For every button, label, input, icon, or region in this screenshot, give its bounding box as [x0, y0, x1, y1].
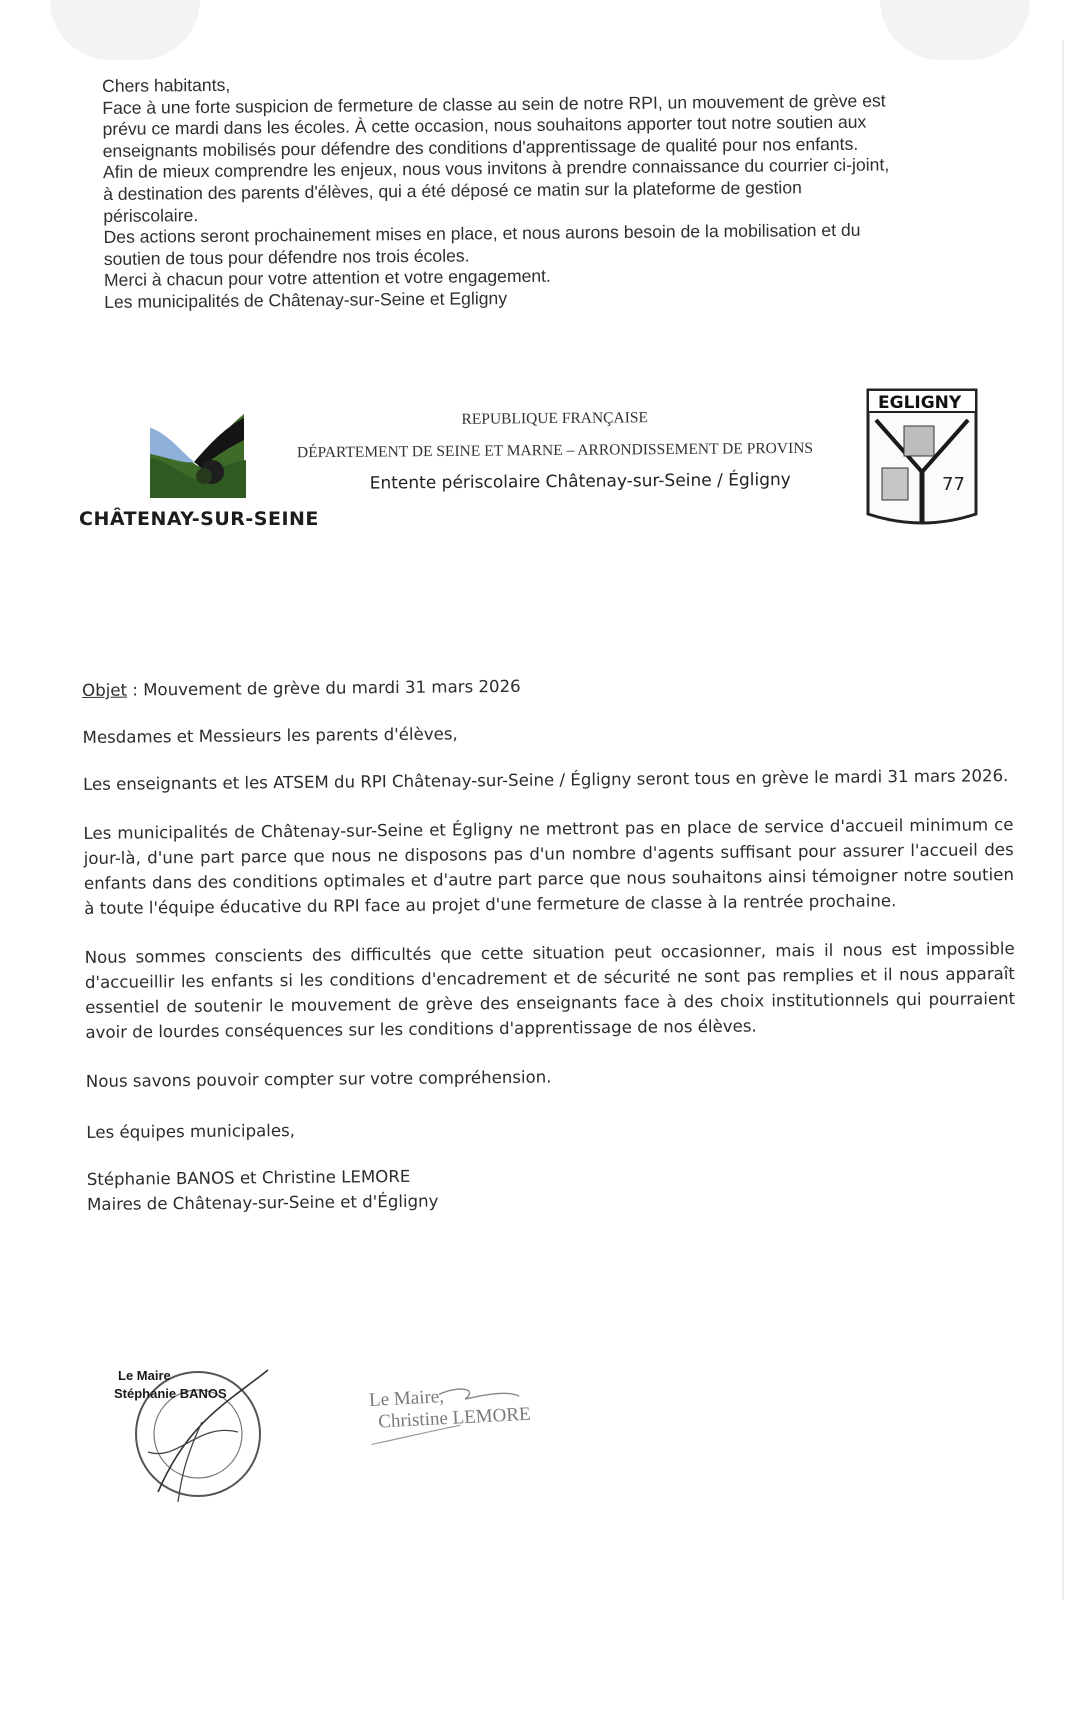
- signature-line-1: Le Maire,: [368, 1386, 445, 1412]
- department-label: DÉPARTEMENT DE SEINE ET MARNE – ARRONDISSEMENT DE PROVINS: [296, 439, 814, 462]
- object-label: Objet: [82, 680, 128, 700]
- scan-artifact: [880, 0, 1030, 60]
- entente-label: Entente périscolaire Châtenay-sur-Seine / Égligny: [369, 469, 791, 494]
- letter-paragraph: Les enseignants et les ATSEM du RPI Châtenay-sur-Seine / Égligny seront tous en grève le mardi 31 mars 2026.: [82, 766, 1009, 794]
- signature-lemore: [369, 1378, 602, 1450]
- chatenay-logo: [150, 414, 246, 498]
- intro-line: Merci à chacun pour votre attention et votre engagement.: [103, 266, 551, 291]
- intro-line: à destination des parents d'élèves, qui a été déposé ce matin sur la plateforme de gestion: [103, 177, 802, 204]
- signature-banos: [114, 1362, 278, 1512]
- mairie-stamp: [118, 1362, 278, 1512]
- letter-body: [82, 669, 1017, 1217]
- scan-artifact: [50, 0, 200, 60]
- letter-signers-title: Maires de Châtenay-sur-Seine et d'Égligny: [86, 1191, 439, 1214]
- intro-line: prévu ce mardi dans les écoles. À cette occasion, nous souhaitons apporter tout notre soutien aux: [102, 111, 867, 140]
- intro-line: Afin de mieux comprendre les enjeux, nous vous invitons à prendre connaissance du courrier ci-joint,: [102, 154, 890, 183]
- intro-line: Chers habitants,: [102, 74, 231, 96]
- letter-paragraph: Les municipalités de Châtenay-sur-Seine et Égligny ne mettront pas en place de service d'accueil minimum ce jour-là, d'une part parce que nous ne disposons pas d'un nombre d'agents suffisant pour assurer l'accueil des enfants dans des conditions optimales et d'autre part parce que nous souhaitons ainsi témoigner notre soutien à toute l'équipe éducative du RPI face au projet d'une fermeture de classe à la rentrée prochaine.: [83, 815, 1015, 918]
- letter-object: [82, 669, 1012, 703]
- town-name: CHÂTENAY-SUR-SEINE: [79, 508, 319, 530]
- crest-title: EGLIGNY: [878, 393, 962, 413]
- stamp-line-1: Le Maire: [118, 1368, 171, 1383]
- intro-line: enseignants mobilisés pour défendre des conditions d'apprentissage de qualité pour nos enfants.: [102, 133, 859, 161]
- intro-line: soutien de tous pour défendre nos trois écoles.: [103, 245, 470, 269]
- intro-line: Les municipalités de Châtenay-sur-Seine et Egligny: [104, 288, 508, 312]
- scan-edge: [1062, 40, 1064, 1600]
- crest-number: 77: [942, 474, 965, 495]
- letter-closing: Les équipes municipales,: [86, 1120, 296, 1142]
- letter-salutation: Mesdames et Messieurs les parents d'élèves,: [82, 724, 458, 747]
- signature-scribble: [369, 1378, 602, 1450]
- letter-paragraph: Nous savons pouvoir compter sur votre compréhension.: [85, 1067, 552, 1091]
- letterhead-center: [270, 408, 841, 495]
- stamp-line-2: Stéphanie BANOS: [114, 1386, 227, 1401]
- letter-paragraph: Nous sommes conscients des difficultés que cette situation peut occasionner, mais il nous est impossible d'accueillir les enfants si les conditions d'encadrement et de sécurité ne sont pas remplies et il nous apparaît essentiel de soutenir le mouvement de grève des enseignants face à des choix institutionnels qui pourraient avoir de lourdes conséquences sur les conditions d'apprentissage de nos élèves.: [84, 939, 1016, 1042]
- intro-line: Face à une forte suspicion de fermeture de classe au sein de notre RPI, un mouvement de grève est: [102, 90, 886, 118]
- signature-line-2: Christine LEMORE: [377, 1403, 532, 1433]
- object-text: : Mouvement de grève du mardi 31 mars 2026: [126, 676, 521, 700]
- egligny-crest: [864, 386, 980, 532]
- republic-label: REPUBLIQUE FRANÇAISE: [461, 409, 649, 428]
- letter-signers: Stéphanie BANOS et Christine LEMORE: [86, 1166, 411, 1189]
- intro-line: périscolaire.: [103, 204, 199, 226]
- intro-message: [102, 67, 1004, 313]
- intro-line: Des actions seront prochainement mises en place, et nous aurons besoin de la mobilisation et du: [103, 219, 861, 248]
